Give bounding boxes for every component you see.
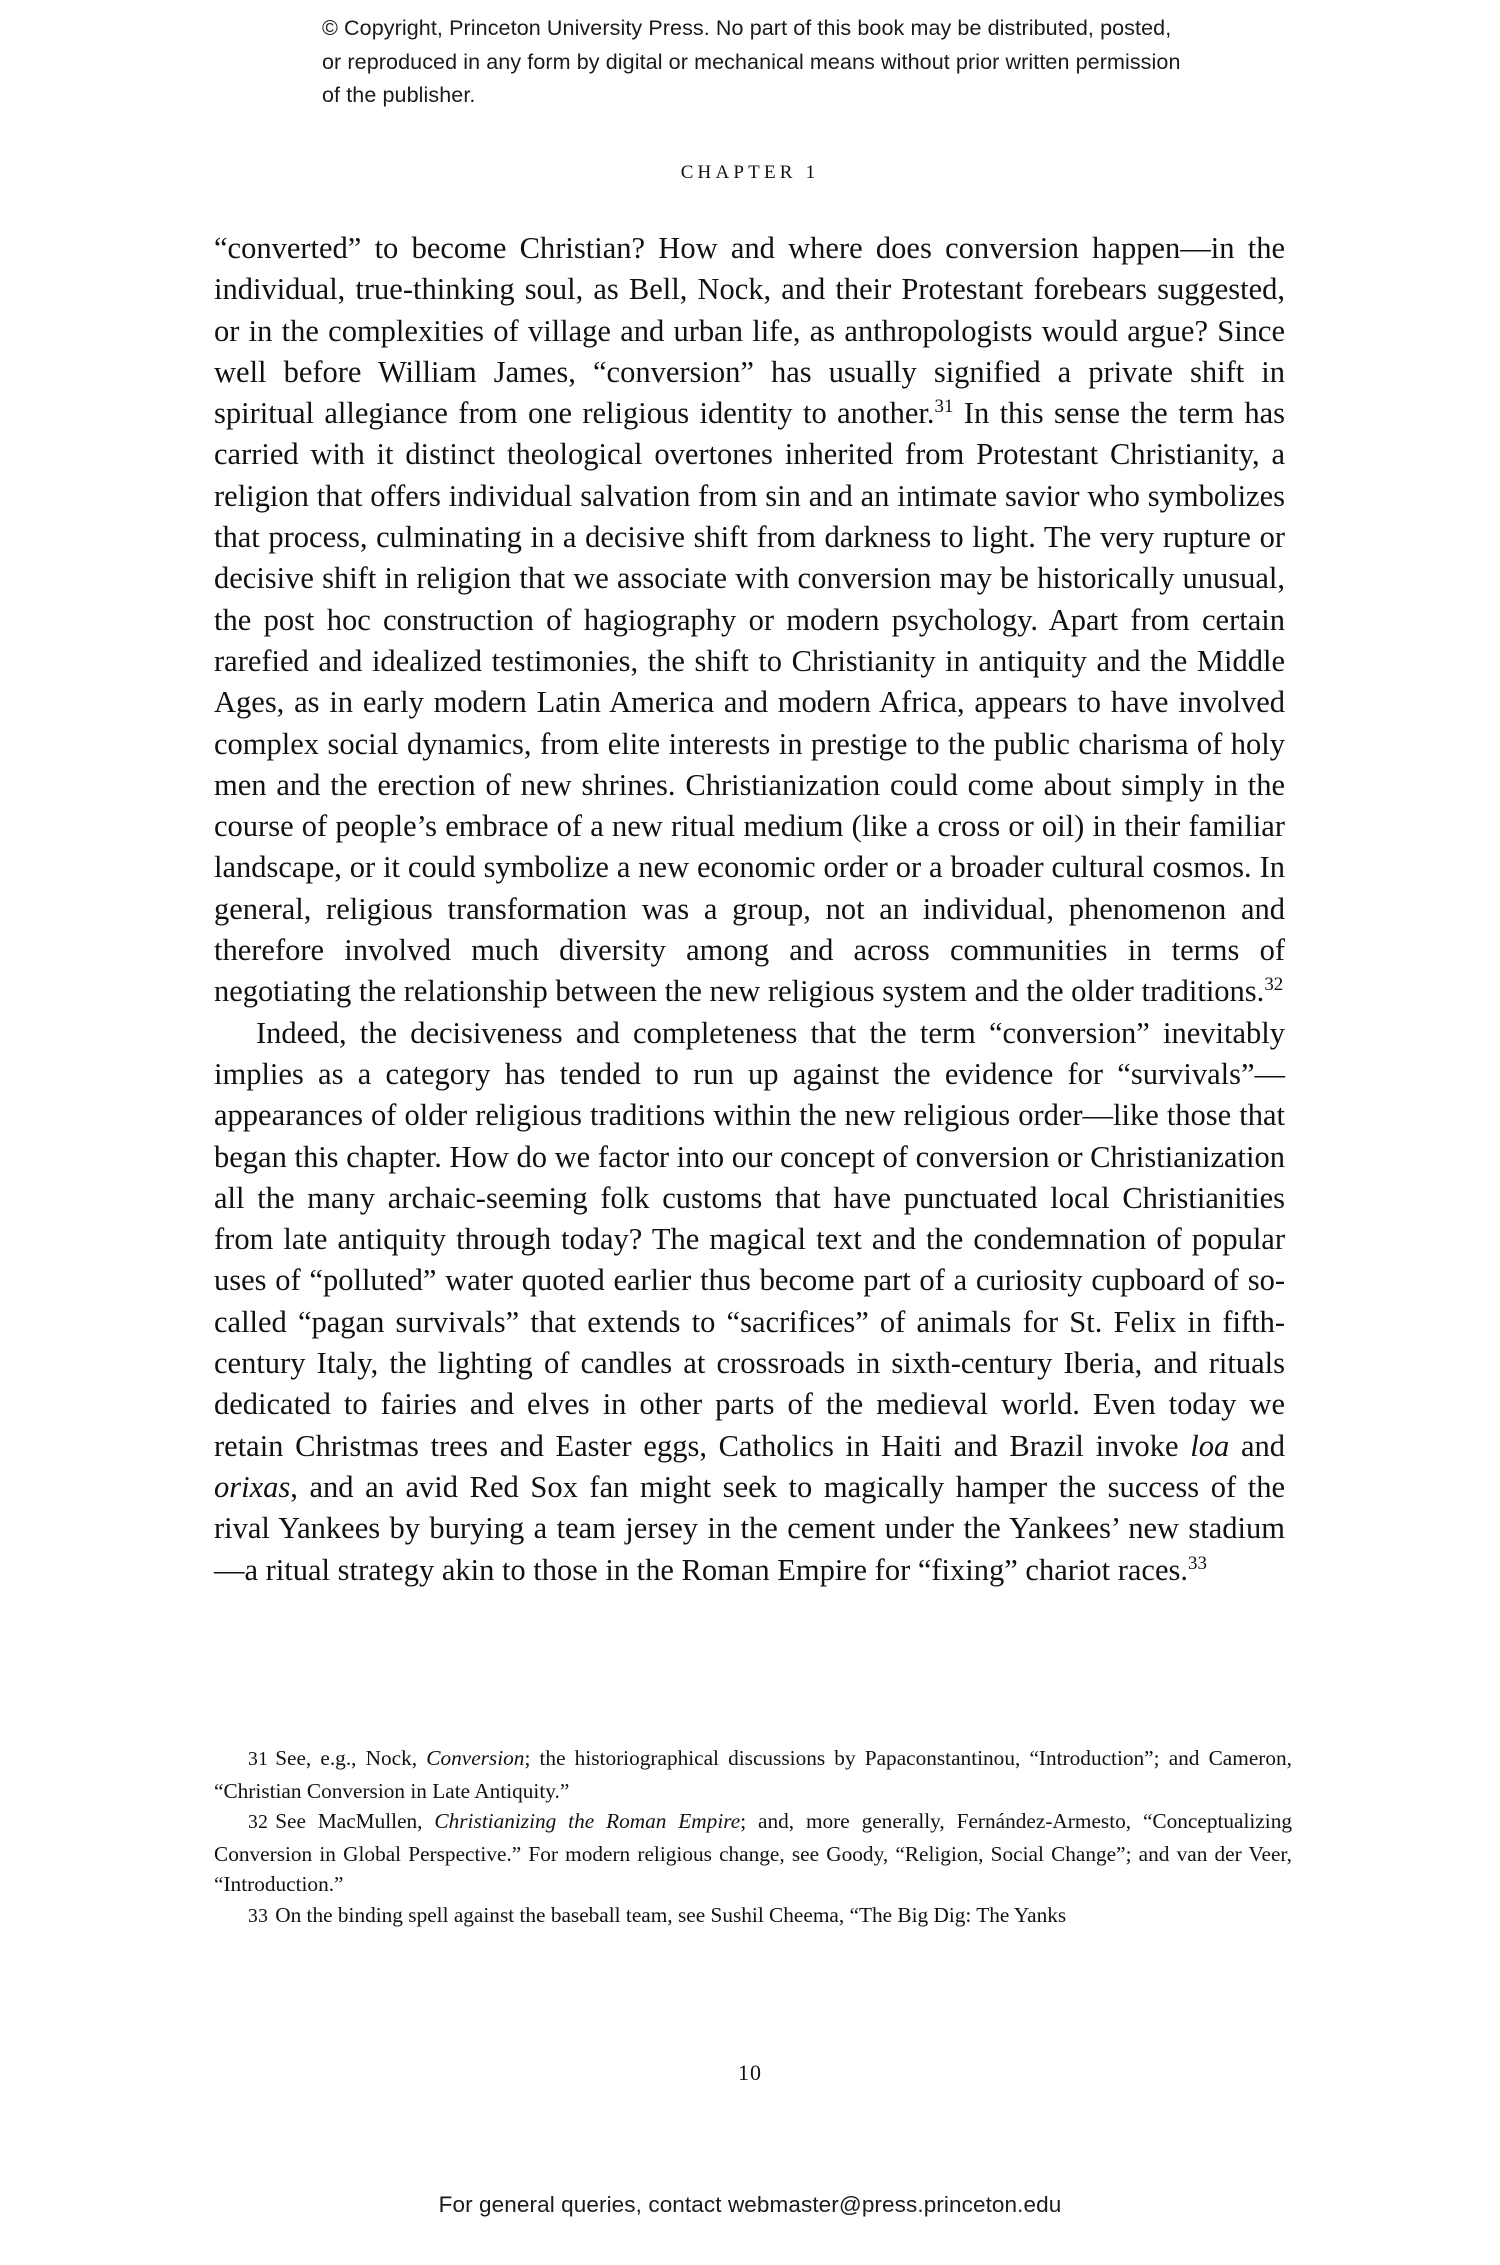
paragraph-2-italic-orixas: orixas: [214, 1469, 291, 1504]
footnote-reference-32[interactable]: 32: [1264, 974, 1284, 996]
paragraph-2-text-part-2: and: [1229, 1428, 1285, 1463]
footnote-31-italic-title: Conversion: [426, 1746, 525, 1770]
paragraph-2-text-part-1: Indeed, the decisiveness and completeness that the term “conversion” inevitably implies as a category has tended to run up against the evidence for “survivals”—appearances of older religious traditions within the new religious order—like those that began this chapter. How do we factor into our concept of conversion or Christianization all the many archaic-seeming folk customs that have punctuated local Christianities from late antiquity through today? The magical text and the condemnation of popular uses of “polluted” water quoted earlier thus become part of a curiosity cupboard of so-called “pagan survivals” that extends to “sacrifices” of animals for St. Felix in fifth-century Italy, the lighting of candles at crossroads in sixth-century Iberia, and rituals dedicated to fairies and elves in other parts of the medieval world. Even today we retain Christmas trees and Easter eggs, Catholics in Haiti and Brazil invoke: [214, 1015, 1285, 1463]
footnote-32-text-part-1: See MacMullen,: [275, 1809, 435, 1833]
footnotes-block: [214, 1743, 1292, 1932]
footnote-33: [214, 1900, 1292, 1933]
footnote-31-text-part-1: See, e.g., Nock,: [275, 1746, 427, 1770]
footnote-33-text-part-1: On the binding spell against the baseball team, see Sushil Cheema, “The Big Dig: The Yanks: [275, 1902, 1067, 1927]
footnote-reference-31[interactable]: 31: [934, 396, 954, 418]
footnote-31: [214, 1743, 1292, 1806]
body-text-column: [214, 228, 1285, 1591]
copyright-notice: © Copyright, Princeton University Press. No part of this book may be distributed, posted, or reproduced in any form by digital or mechanical means without prior written permission of the publisher.: [322, 16, 1181, 107]
paragraph-2-italic-loa: loa: [1190, 1428, 1230, 1463]
page-footer-contact: For general queries, contact webmaster@press.princeton.edu: [438, 2192, 1062, 2217]
footnote-reference-33[interactable]: 33: [1188, 1552, 1207, 1574]
paragraph-1-text-before-note-31: “converted” to become Christian? How and where does conversion happen—in the individual, true-thinking soul, as Bell, Nock, and their Protestant forebears suggested, or in the complexities of village and urban life, as anthropologists would argue? Since well before William James, “conversion” has usually signified a private shift in spiritual allegiance from one religious identity to another.: [214, 231, 1285, 431]
page-number: 10: [738, 2060, 762, 2085]
paragraph-2-text-part-3: , and an avid Red Sox fan might seek to magically hamper the success of the rival Yankees by burying a team jersey in the cement under the Yankees’ new stadium—a ritual strategy akin to those in the Roman Empire for “fixing” chariot races.: [214, 1469, 1285, 1587]
footnote-31-number: 31: [248, 1749, 269, 1770]
footnote-32-italic-title: Christianizing the Roman Empire: [434, 1809, 741, 1833]
footnote-32-number: 32: [248, 1812, 269, 1833]
footnote-32-text-part-2: ; and, more generally, Fernández-Armesto, “Conceptualizing Conversion in Global Perspective.” For modern religious change, see Goody, “Religion, Social Change”; and van der Veer, “Introduction.”: [214, 1809, 1292, 1896]
body-paragraph-2: [214, 1013, 1285, 1591]
footnote-31-text-part-2: ; the historiographical discussions by Papaconstantinou, “Introduction”; and Cameron, “Christian Conversion in Late Antiquity.”: [214, 1746, 1292, 1803]
footnote-32: [214, 1806, 1292, 1900]
paragraph-1-text-after-note-31: In this sense the term has carried with it distinct theological overtones inherited from Protestant Christianity, a religion that offers individual salvation from sin and an intimate savior who symbolizes that process, culminating in a decisive shift from darkness to light. The very rupture or decisive shift in religion that we associate with conversion may be historically unusual, the post hoc construction of hagiography or modern psychology. Apart from certain rarefied and idealized testimonies, the shift to Christianity in antiquity and the Middle Ages, as in early modern Latin America and modern Africa, appears to have involved complex social dynamics, from elite interests in prestige to the public charisma of holy men and the erection of new shrines. Christianization could come about simply in the course of people’s embrace of a new ritual medium (like a cross or oil) in their familiar landscape, or it could symbolize a new economic order or a broader cultural cosmos. In general, religious transformation was a group, not an individual, phenomenon and therefore involved much diversity among and across communities in terms of negotiating the relationship between the new religious system and the older traditions.: [214, 396, 1285, 1009]
body-paragraph-1: [214, 228, 1285, 1013]
chapter-label: CHAPTER 1: [680, 162, 820, 183]
footnote-33-number: 33: [248, 1905, 269, 1927]
